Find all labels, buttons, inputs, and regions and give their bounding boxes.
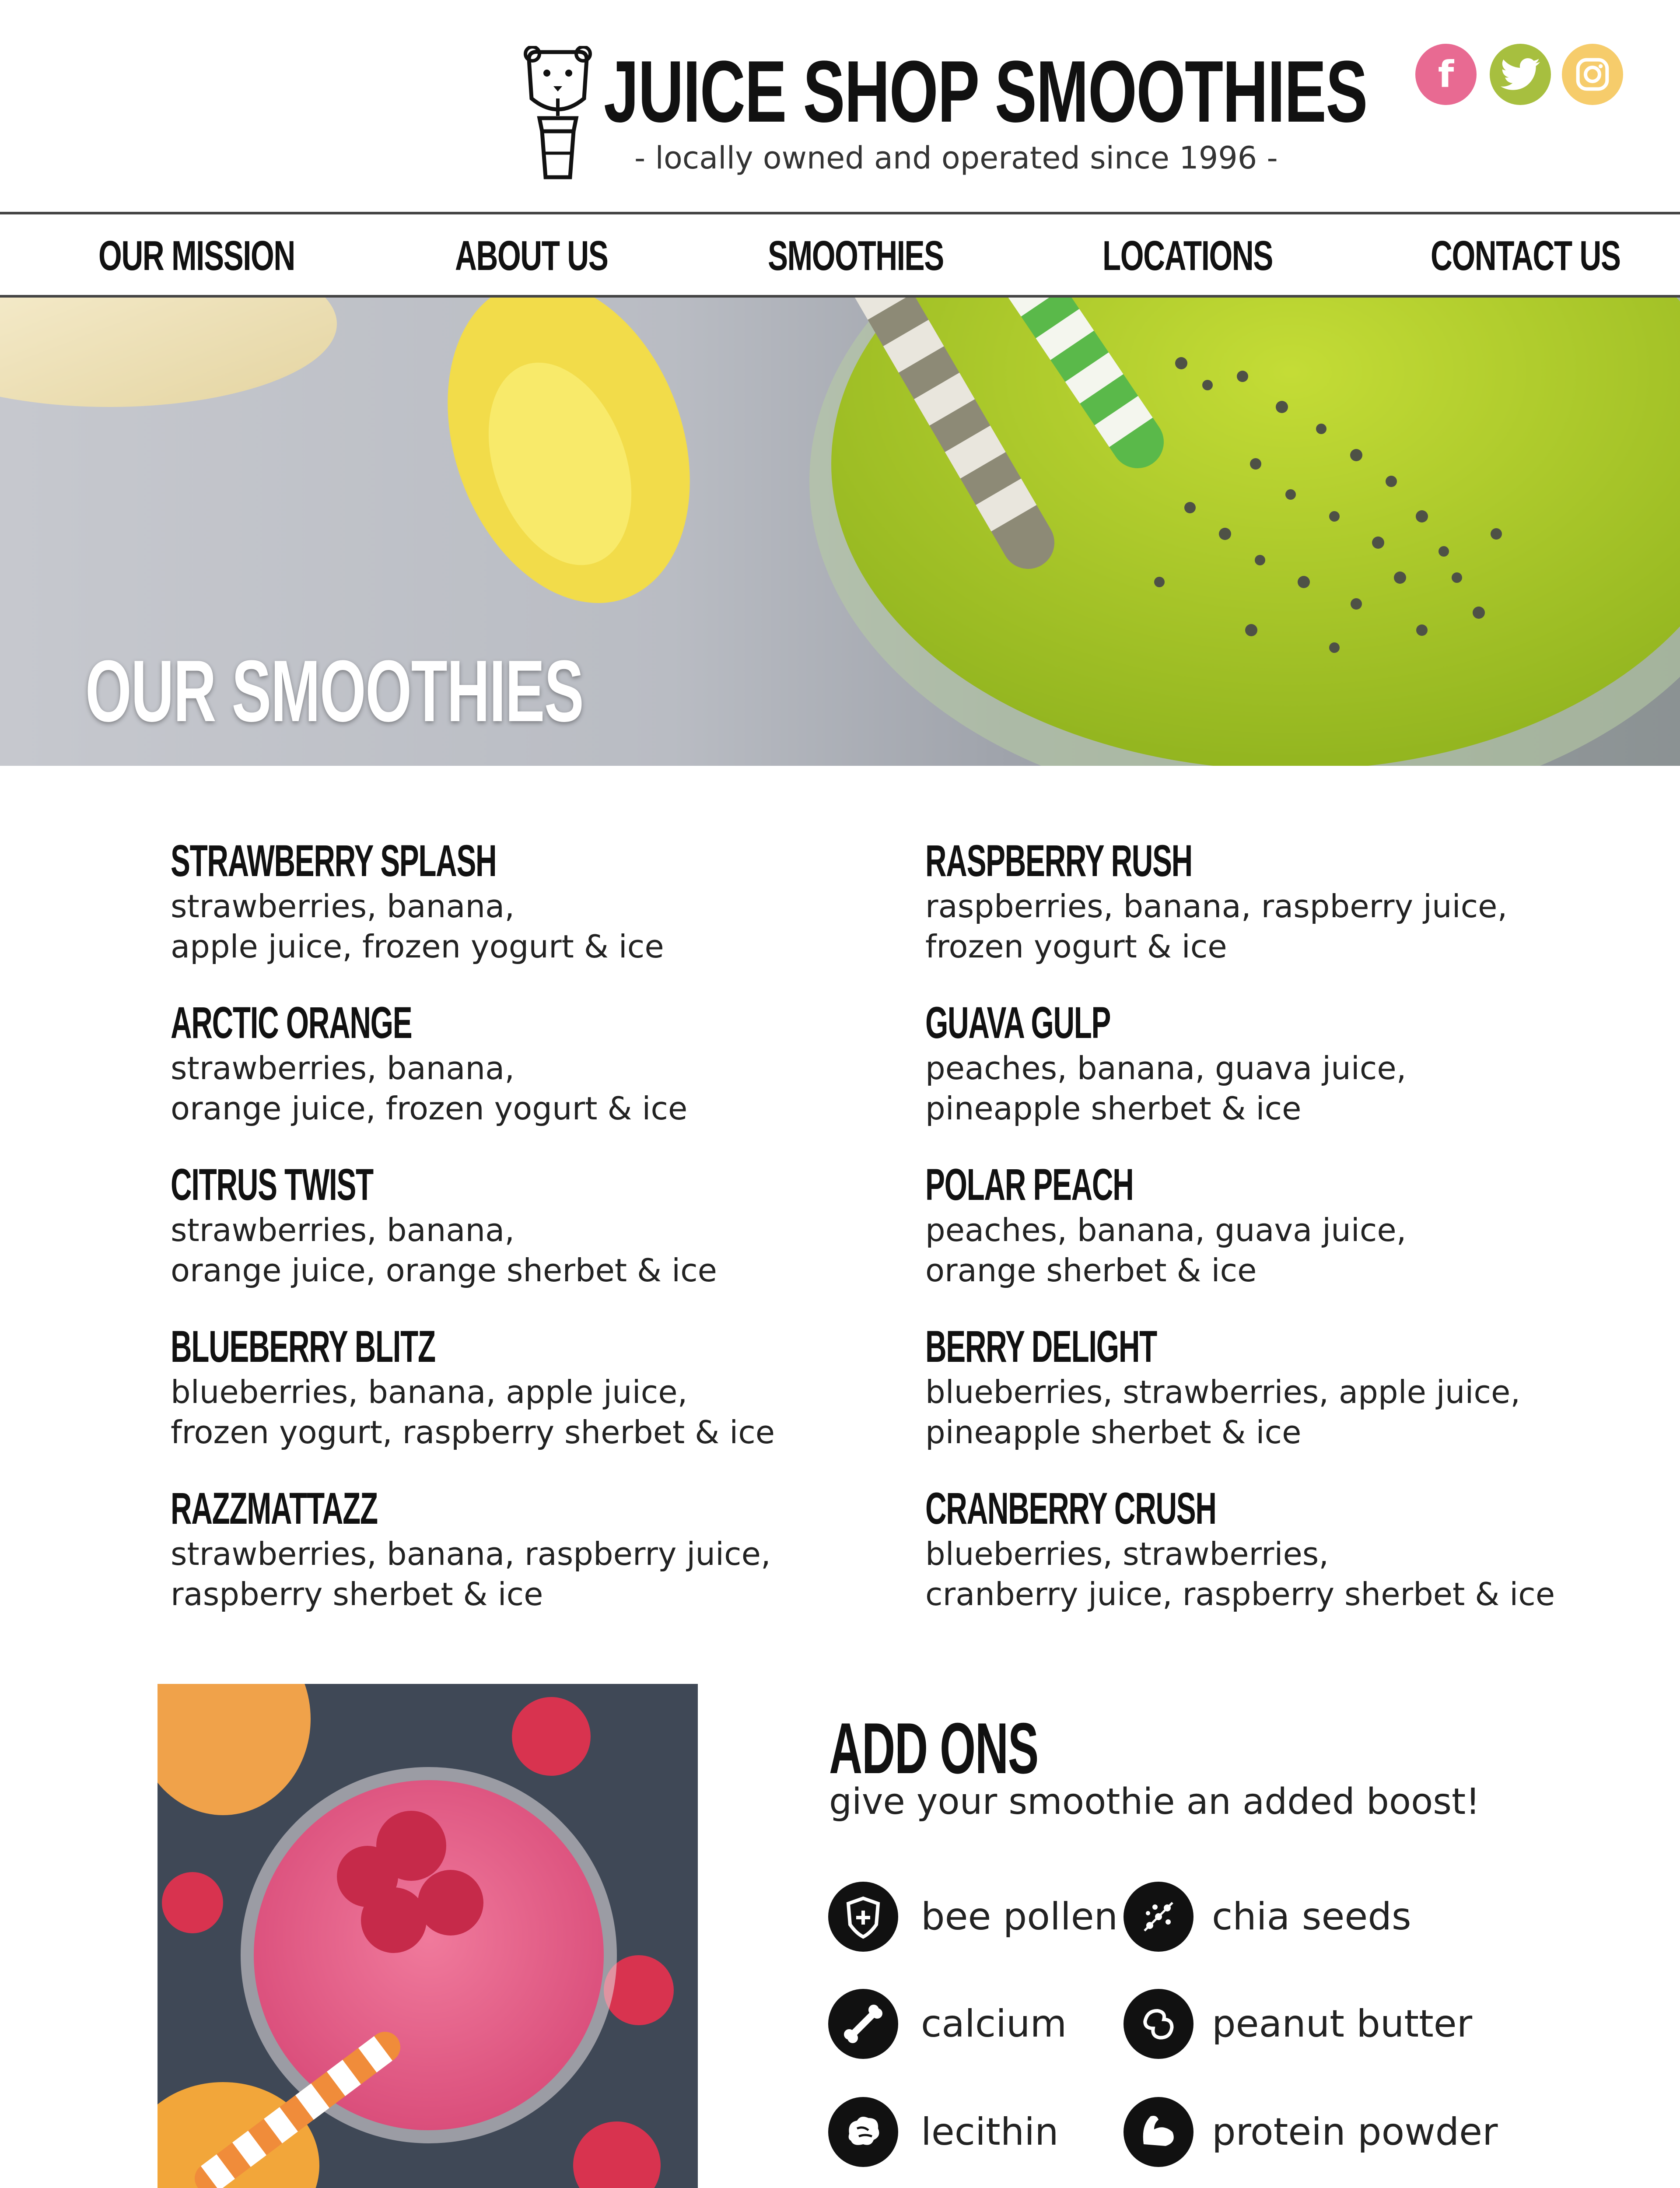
smoothie-name: STRAWBERRY SPLASH <box>171 836 497 886</box>
main-nav <box>0 214 1680 298</box>
smoothie-name: ARCTIC ORANGE <box>171 998 412 1048</box>
smoothie-description: strawberries, banana, apple juice, frozen yogurt & ice <box>171 888 664 965</box>
hero-title: OUR SMOOTHIES <box>85 642 584 740</box>
twitter-icon[interactable] <box>1490 44 1551 105</box>
site-title[interactable]: JUICE SHOP SMOOTHIES <box>604 43 1367 140</box>
shield-icon <box>828 1882 898 1952</box>
brain-icon <box>828 2097 898 2167</box>
smoothie-description: strawberries, banana, raspberry juice, raspberry sherbet & ice <box>171 1536 771 1613</box>
bear-logo-icon[interactable] <box>523 46 593 182</box>
smoothie-description: blueberries, banana, apple juice, frozen yogurt, raspberry sherbet & ice <box>171 1374 775 1451</box>
smoothie-name: RAZZMATTAZZ <box>171 1483 378 1533</box>
addons-title: ADD ONS <box>829 1708 1038 1788</box>
smoothie-name: CRANBERRY CRUSH <box>925 1483 1216 1533</box>
smoothie-description: blueberries, strawberries, apple juice, pineapple sherbet & ice <box>925 1374 1521 1451</box>
smoothie-name: BLUEBERRY BLITZ <box>171 1322 435 1371</box>
smoothie-name: CITRUS TWIST <box>171 1160 373 1210</box>
addon-label: peanut butter <box>1212 2002 1473 2046</box>
bone-icon <box>828 1989 898 2059</box>
peanut-icon <box>1124 1989 1194 2059</box>
addon-label: calcium <box>921 2002 1067 2046</box>
addons-subtitle: give your smoothie an added boost! <box>829 1781 1480 1823</box>
smoothie-description: peaches, banana, guava juice, orange sherbet & ice <box>925 1212 1407 1289</box>
nav-about-us[interactable]: ABOUT US <box>455 232 608 279</box>
addon-label: protein powder <box>1212 2110 1498 2154</box>
nav-contact-us[interactable]: CONTACT US <box>1431 232 1620 279</box>
seeds-icon <box>1124 1882 1194 1952</box>
smoothie-name: POLAR PEACH <box>925 1160 1134 1210</box>
smoothie-name: RASPBERRY RUSH <box>925 836 1192 886</box>
smoothie-name: GUAVA GULP <box>925 998 1111 1048</box>
smoothie-description: blueberries, strawberries, cranberry juice, raspberry sherbet & ice <box>925 1536 1555 1613</box>
addon-label: bee pollen <box>921 1895 1118 1939</box>
addon-label: lecithin <box>921 2110 1059 2154</box>
nav-our-mission[interactable]: OUR MISSION <box>98 232 295 279</box>
muscle-icon <box>1124 2097 1194 2167</box>
carousel-image[interactable] <box>158 1684 698 2188</box>
nav-locations[interactable]: LOCATIONS <box>1102 232 1273 279</box>
tagline: - locally owned and operated since 1996 - <box>634 140 1278 176</box>
nav-smoothies[interactable]: SMOOTHIES <box>768 232 944 279</box>
instagram-icon[interactable] <box>1562 44 1623 105</box>
addon-label: chia seeds <box>1212 1895 1411 1939</box>
smoothie-name: BERRY DELIGHT <box>925 1322 1157 1371</box>
smoothie-description: peaches, banana, guava juice, pineapple sherbet & ice <box>925 1050 1407 1127</box>
facebook-icon[interactable]: f <box>1415 44 1477 105</box>
smoothie-description: raspberries, banana, raspberry juice, frozen yogurt & ice <box>925 888 1508 965</box>
smoothie-description: strawberries, banana, orange juice, frozen yogurt & ice <box>171 1050 688 1127</box>
smoothie-description: strawberries, banana, orange juice, orange sherbet & ice <box>171 1212 717 1289</box>
